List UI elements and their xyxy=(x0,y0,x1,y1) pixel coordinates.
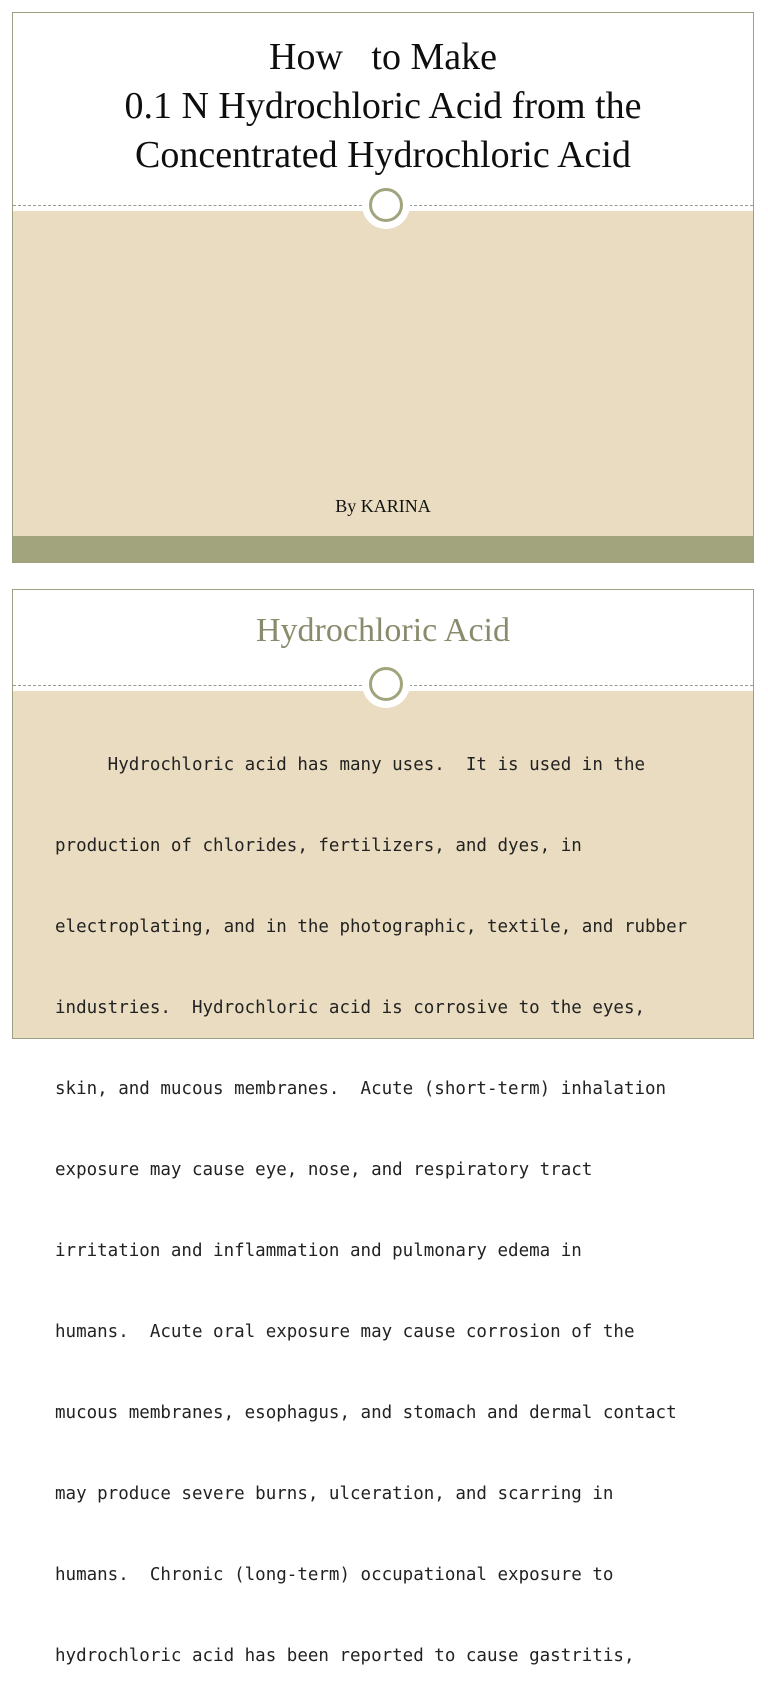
body-line: humans. Chronic (long-term) occupational exposure to xyxy=(55,1565,614,1585)
footer-band xyxy=(13,536,753,562)
title-line: Concentrated Hydrochloric Acid xyxy=(135,134,631,176)
body-line: production of chlorides, fertilizers, and dyes, in xyxy=(55,836,582,856)
body-line: industries. Hydrochloric acid is corrosive to the eyes, xyxy=(55,998,646,1018)
slide-title: Hydrochloric Acid xyxy=(256,612,510,649)
title-slide xyxy=(12,12,754,563)
body-line: irritation and inflammation and pulmonary edema in xyxy=(55,1241,582,1261)
body-line: Hydrochloric acid has many uses. It is used in the xyxy=(55,755,646,775)
title-line: How to Make xyxy=(269,36,497,78)
slide-title xyxy=(13,33,753,180)
title-line: 0.1 N Hydrochloric Acid from the xyxy=(124,85,642,127)
body-line: electroplating, and in the photographic, textile, and rubber xyxy=(55,917,688,937)
author-byline: By KARINA xyxy=(335,496,431,516)
body-line: mucous membranes, esophagus, and stomach and dermal contact xyxy=(55,1403,677,1423)
body-line: may produce severe burns, ulceration, and scarring in xyxy=(55,1484,614,1504)
title-area xyxy=(13,13,753,205)
body-line: humans. Acute oral exposure may cause corrosion of the xyxy=(55,1322,635,1342)
content-area xyxy=(13,211,753,536)
body-line: exposure may cause eye, nose, and respiratory tract xyxy=(55,1160,593,1180)
body-paragraph xyxy=(55,698,745,1697)
circle-ornament-icon xyxy=(362,181,410,229)
body-line: hydrochloric acid has been reported to cause gastritis, xyxy=(55,1646,635,1666)
body-line: skin, and mucous membranes. Acute (short-term) inhalation xyxy=(55,1079,667,1099)
